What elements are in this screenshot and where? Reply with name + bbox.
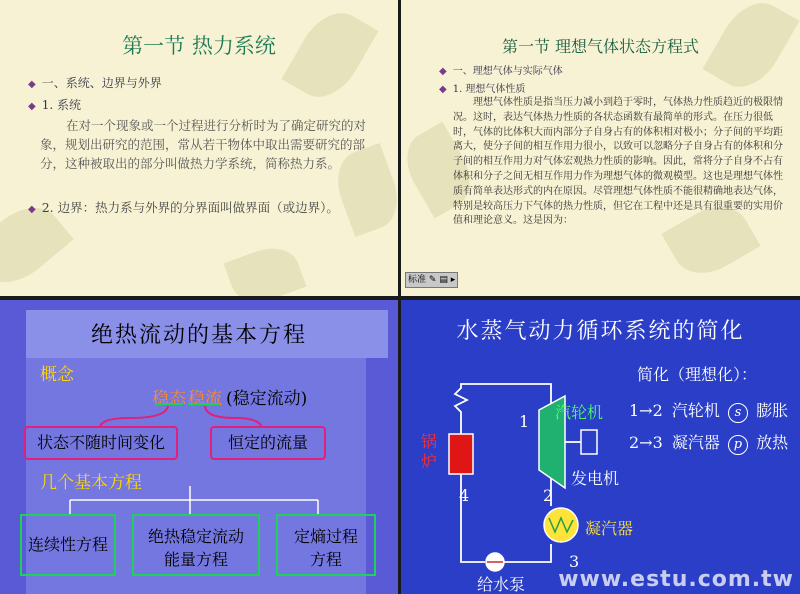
energy-equation-line1: 绝热稳定流动 <box>147 527 244 546</box>
isentropic-equation-line2: 方程 <box>309 550 342 569</box>
slideshow-toolbar-label[interactable]: 标准 <box>408 275 427 285</box>
bullet-item: ◆ 2. 边界：热力系与外界的分界面叫做界面（或边界）。 <box>28 200 339 215</box>
slide-steam-cycle[interactable] <box>401 300 800 594</box>
step-device: 汽轮机 <box>671 401 720 420</box>
energy-equation-line2: 能量方程 <box>163 550 228 569</box>
step-arrow: 1→2 <box>629 401 663 420</box>
state-point-4: 4 <box>459 486 470 505</box>
continuity-equation-box: 连续性方程 <box>20 514 116 576</box>
slide-title: 第一节 理想气体状态方程式 <box>501 37 700 56</box>
term-steady-flow: 稳流 <box>188 389 222 409</box>
state-point-2: 2 <box>543 486 554 505</box>
paragraph: 在对一个现象或一个过程进行分析时为了确定研究的对象，规划出研究的范围，常从若干物体中取出需要研究的部分，这种被取出的部分叫做热力学系统，简称热力系。 <box>40 118 367 171</box>
generator-label: 发电机 <box>571 469 620 488</box>
energy-equation-box <box>132 514 260 576</box>
paragraph: 理想气体性质是指当压力减小到趋于零时，气体热力性质趋近的极限情况。这时，表达气体热力性质的各状态函数有最简单的形式。在压力很低时，气体的比体积大而内部分子自身占有的体积相对极小；分子间的平均距离大，使分子间的相互作用力很小，以致可以忽略分子自身占有的体积和分子间的相互作用力对气体宏观热力性质的影响。因此，常将分子自身不占有体积和分子之间无相互作用力作为理想气体的微观模型。这也是理想气体性质有简单表达形式的内在原因。尽管理想气体性质不能很精确地表达气体，特别是较高压力下气体的热力性质，但它在工程中还是具有很重要的实用价值和理论意义。这是因为： <box>453 97 783 227</box>
diamond-bullet-icon: ◆ <box>28 204 36 215</box>
isentropic-symbol: s <box>728 403 748 423</box>
concept-label: 概念 <box>40 365 74 385</box>
isobaric-symbol: p <box>728 435 748 455</box>
menu-icon[interactable]: ▤ <box>439 275 448 285</box>
diamond-bullet-icon: ◆ <box>439 84 447 95</box>
state-point-1: 1 <box>519 412 530 431</box>
step-device: 凝汽器 <box>671 433 720 452</box>
slideshow-toolbar[interactable] <box>405 272 458 288</box>
slide-title: 水蒸气动力循环系统的简化 <box>456 319 745 344</box>
slide-title: 第一节 热力系统 <box>122 34 276 58</box>
definition-box-state: 状态不随时间变化 <box>24 426 178 460</box>
next-icon[interactable]: ▸ <box>450 275 456 285</box>
slide-adiabatic-flow[interactable] <box>0 300 398 594</box>
isentropic-equation-line1: 定熵过程 <box>293 527 358 546</box>
pen-icon[interactable]: ✎ <box>428 275 437 285</box>
bullet-item: ◆ 一、系统、边界与外界 <box>28 76 162 90</box>
step-process: 放热 <box>756 433 789 452</box>
bullet-item: ◆ 一、理想气体与实际气体 <box>439 66 563 77</box>
bullet-item: ◆ 1. 系统 <box>28 98 81 112</box>
bullet-item: ◆ 1. 理想气体性质 <box>439 84 526 95</box>
boiler-label: 锅炉 <box>421 432 438 471</box>
condenser-label: 凝汽器 <box>585 519 634 538</box>
diamond-bullet-icon: ◆ <box>28 101 36 112</box>
diamond-bullet-icon: ◆ <box>28 79 36 90</box>
pump-label: 给水泵 <box>477 575 526 594</box>
leaf-decoration <box>224 240 307 296</box>
definition-box-flow: 恒定的流量 <box>210 426 326 460</box>
cycle-diagram <box>401 300 800 594</box>
turbine-label: 汽轮机 <box>555 403 604 422</box>
isentropic-equation-box <box>276 514 376 576</box>
state-point-3: 3 <box>569 552 580 571</box>
watermark: www.estu.com.tw <box>558 567 794 592</box>
equations-label: 几个基本方程 <box>40 473 142 493</box>
step-arrow: 2→3 <box>629 433 663 452</box>
slide-thermal-system[interactable] <box>0 0 398 296</box>
term-suffix: (稳定流动) <box>226 389 308 409</box>
diamond-bullet-icon: ◆ <box>439 66 447 77</box>
slide-title: 绝热流动的基本方程 <box>90 323 307 348</box>
step-process: 膨胀 <box>756 401 789 420</box>
term-steady-state: 稳态 <box>152 389 186 409</box>
simplify-label: 简化（理想化）： <box>637 365 758 384</box>
slide-ideal-gas[interactable] <box>401 0 800 296</box>
